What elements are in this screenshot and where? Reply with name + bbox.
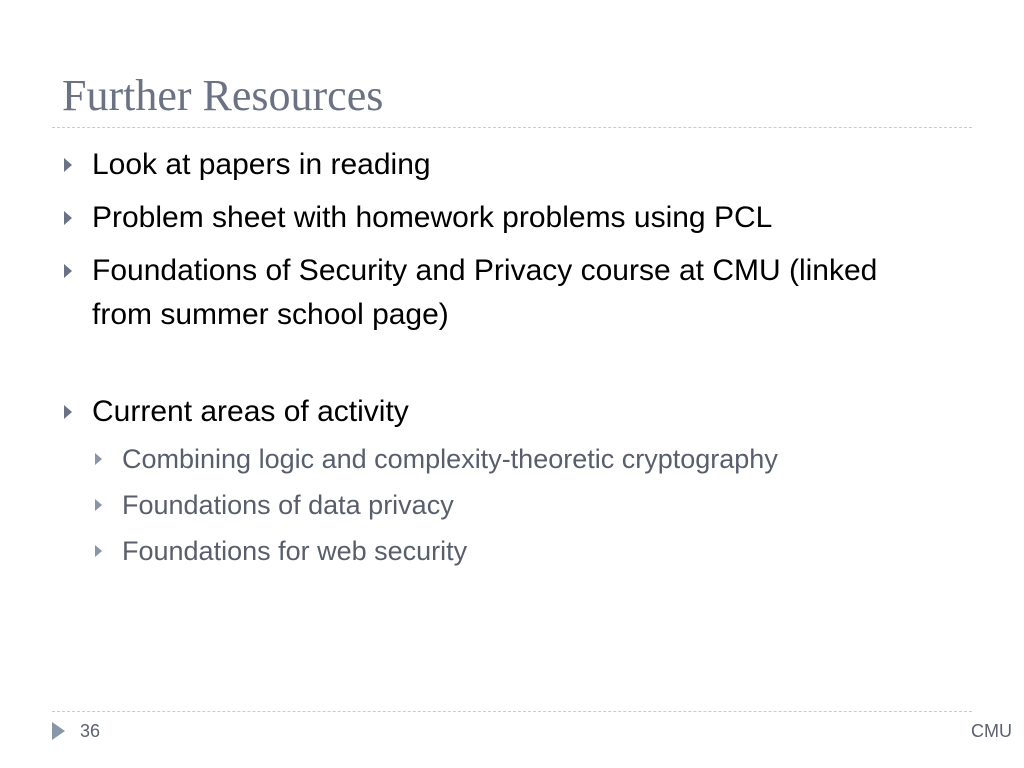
bullet-arrow-icon — [64, 264, 72, 278]
bullet-text: Current areas of activity — [92, 395, 409, 428]
footer-triangle-icon — [52, 722, 65, 740]
footer-divider — [52, 711, 972, 712]
bullet-list — [62, 143, 962, 583]
bullet-item — [62, 196, 962, 240]
sub-bullet-text: Foundations of data privacy — [122, 490, 454, 520]
bullet-item — [62, 249, 962, 337]
bullet-spacer — [62, 346, 962, 390]
bullet-text: Foundations of Security and Privacy course at CMU (linked from summer school page) — [92, 254, 878, 331]
title-divider — [52, 127, 972, 128]
sub-bullet-arrow-icon — [95, 453, 102, 465]
bullet-arrow-icon — [64, 158, 72, 172]
bullet-text: Look at papers in reading — [92, 148, 431, 181]
sub-bullet-arrow-icon — [95, 545, 102, 557]
sub-bullet-text: Combining logic and complexity-theoretic cryptography — [122, 444, 778, 474]
footer-label: CMU — [971, 721, 1012, 741]
slide-title: Further Resources — [62, 71, 384, 120]
bullet-item — [62, 143, 962, 187]
sub-bullet-item — [92, 482, 962, 528]
bullet-text: Problem sheet with homework problems using PCL — [92, 201, 773, 234]
sub-bullet-arrow-icon — [95, 499, 102, 511]
page-number: 36 — [80, 721, 101, 741]
bullet-item — [62, 390, 962, 574]
bullet-arrow-icon — [64, 211, 72, 225]
sub-bullet-list — [92, 436, 962, 574]
sub-bullet-item — [92, 528, 962, 574]
sub-bullet-item — [92, 436, 962, 482]
bullet-arrow-icon — [64, 405, 72, 419]
sub-bullet-text: Foundations for web security — [122, 536, 468, 566]
